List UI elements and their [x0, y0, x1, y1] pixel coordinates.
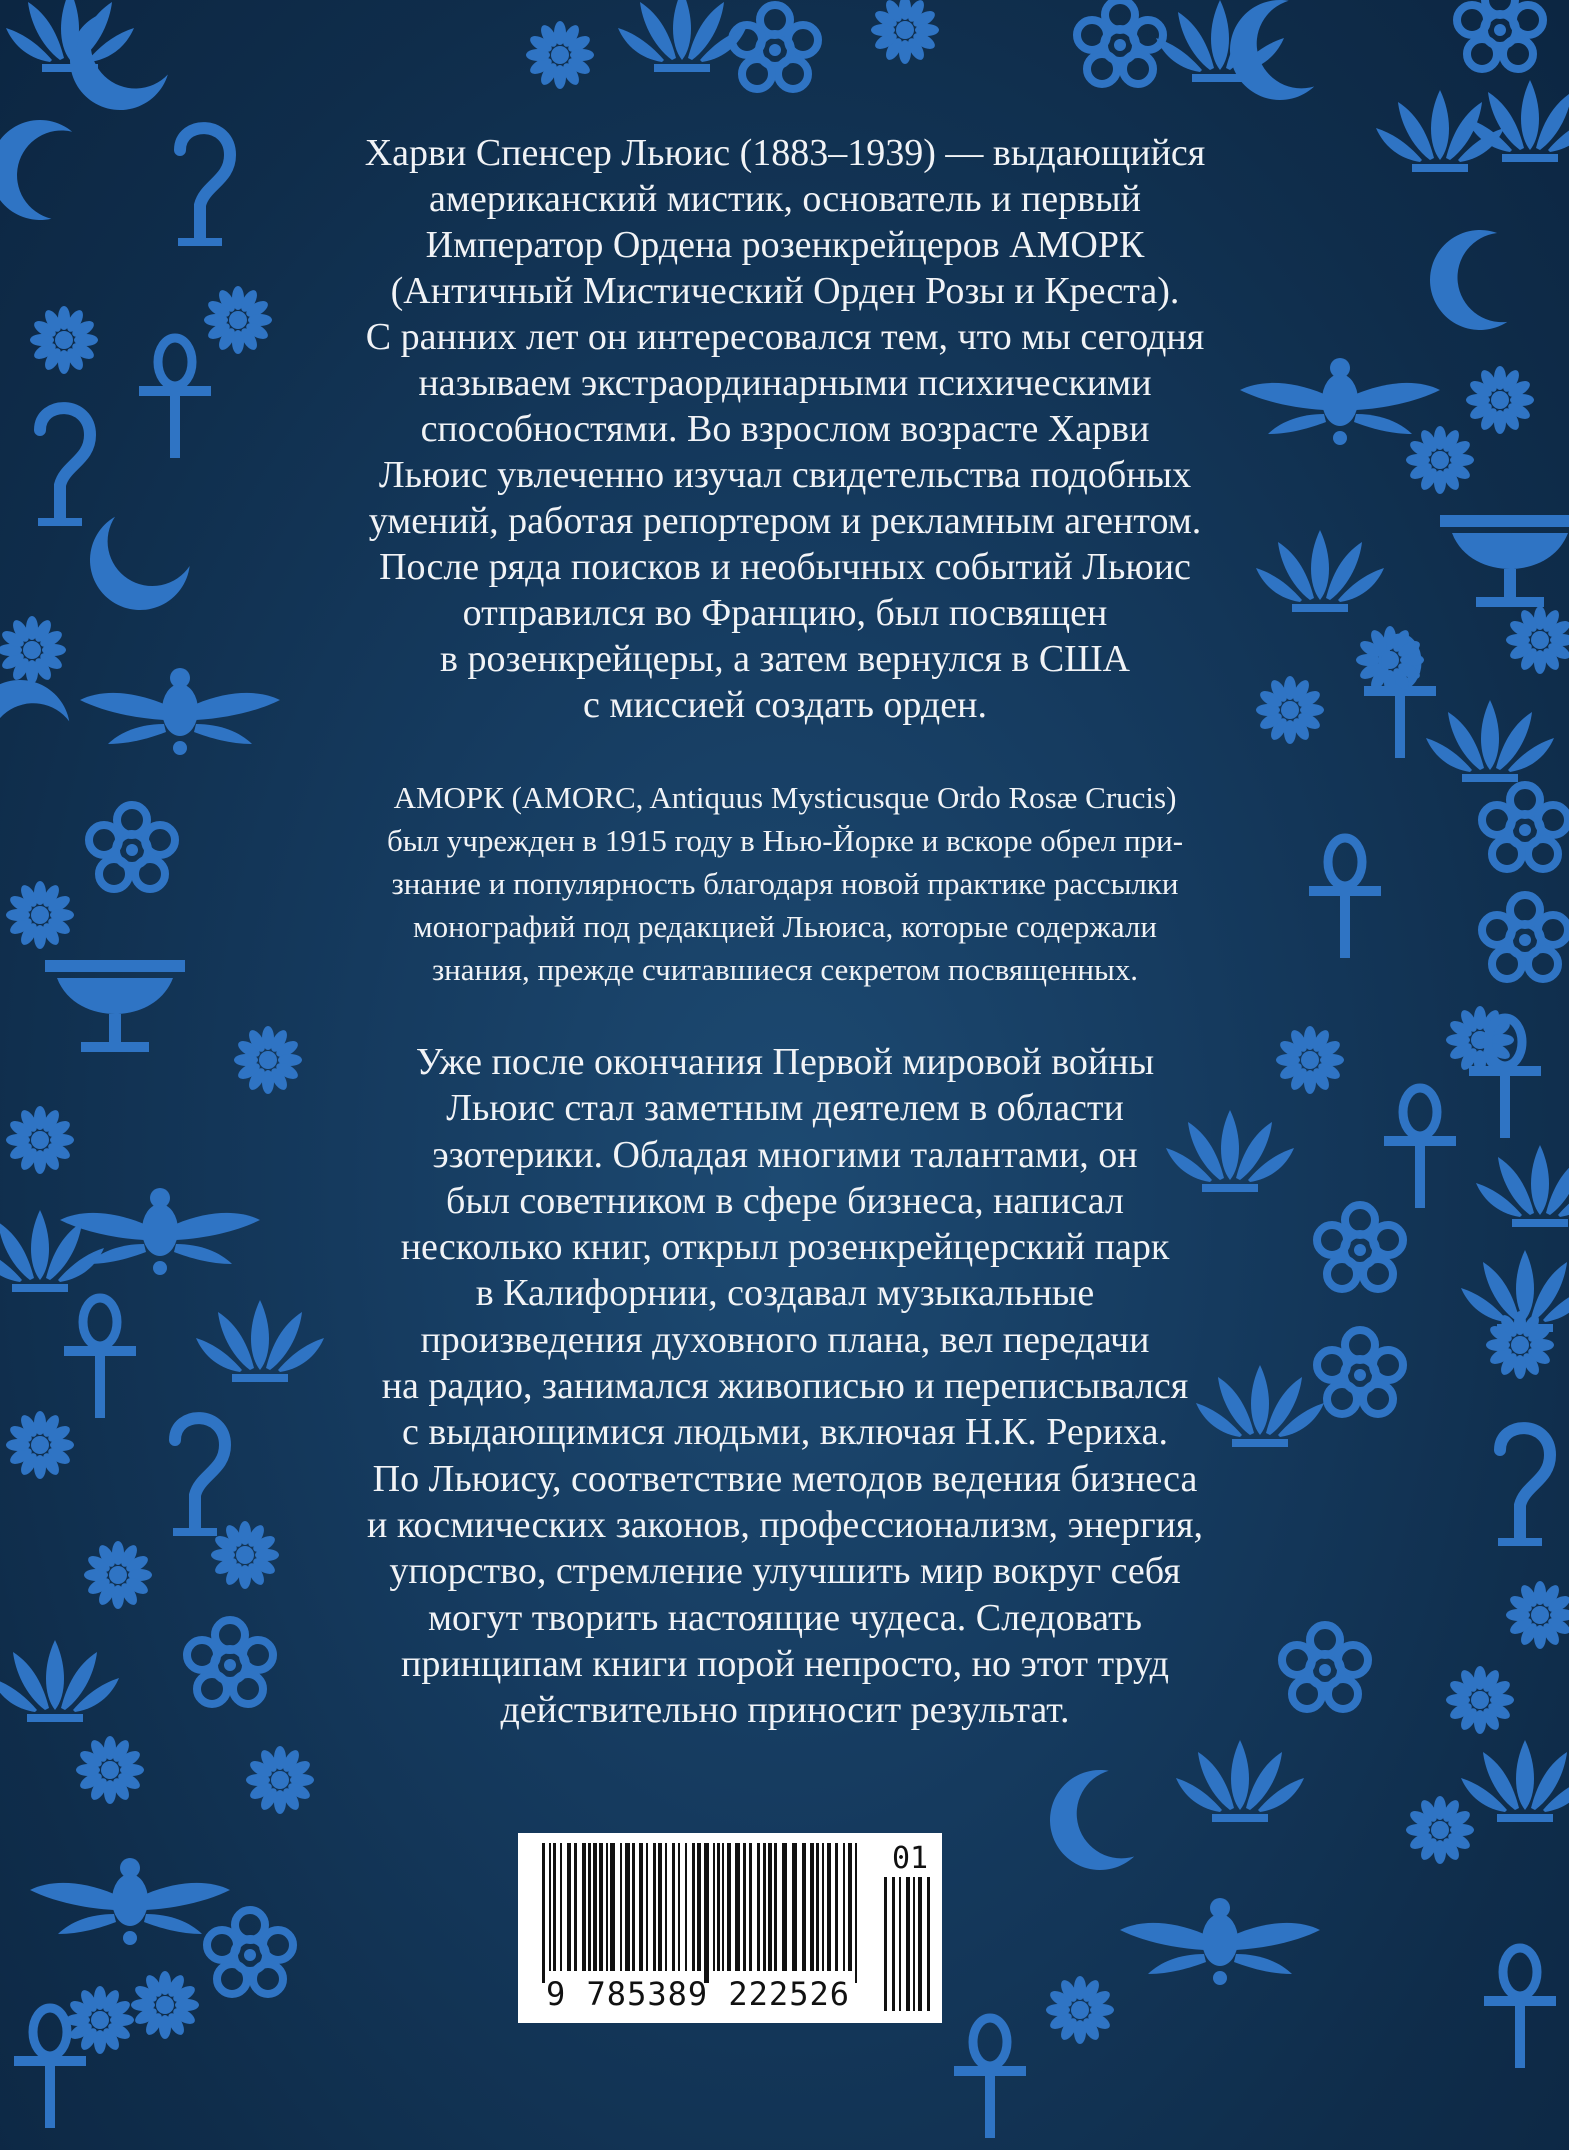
barcode-bar: [582, 1843, 586, 1971]
barcode-bar: [625, 1843, 630, 1971]
text-line: После ряда поисков и необычных событий Льюис: [379, 546, 1191, 588]
text-line: Харви Спенсер Льюис (1883–1939) — выдающийся: [364, 132, 1206, 174]
text-line: в Калифорнии, создавал музыкальные: [475, 1272, 1095, 1315]
career-paragraph: [260, 1039, 1310, 1733]
text-line: знания, прежде считавшиеся секретом посвященных.: [431, 952, 1139, 987]
barcode-bar: [763, 1843, 766, 1971]
barcode-bar: [810, 1843, 814, 1971]
barcode-bar: [735, 1843, 740, 1971]
barcode-bar: [843, 1843, 845, 1971]
text-line: Уже после окончания Первой мировой войны: [415, 1041, 1155, 1083]
text-line: (Античный Мистический Орден Розы и Креста).: [390, 270, 1180, 312]
barcode-bar: [574, 1843, 577, 1971]
barcode-bar: [822, 1843, 824, 1971]
text-line: Император Ордена розенкрейцеров АМОРК: [425, 224, 1145, 266]
barcode-bar: [542, 1843, 545, 1983]
addon-number: 01: [891, 1841, 929, 1876]
text-line: монографий под редакцией Льюиса, которые содержали: [413, 909, 1157, 944]
barcode-addon-bar: [884, 1877, 887, 2011]
text-line: принципам книги порой непросто, но этот труд: [401, 1642, 1169, 1685]
barcode-bar: [553, 1843, 556, 1971]
text-line: и космических законов, профессионализм, энергия,: [367, 1503, 1203, 1546]
text-line: Льюис стал заметным деятелем в области: [446, 1087, 1124, 1130]
barcode-bar: [653, 1843, 656, 1971]
barcode-bar: [658, 1843, 662, 1971]
text-line: был советником в сфере бизнеса, написал: [446, 1179, 1124, 1222]
amorc-paragraph: [260, 776, 1310, 991]
barcode-bar: [855, 1843, 857, 1983]
barcode-addon-bar: [913, 1877, 915, 2011]
text-line: несколько книг, открыл розенкрейцерский парк: [400, 1226, 1170, 1269]
barcode-addon-bar: [899, 1877, 901, 2011]
text-line: с выдающимися людьми, включая Н.К. Рериха.: [402, 1411, 1168, 1454]
barcode-bar: [768, 1843, 772, 1971]
text-line: называем экстраординарными психическими: [418, 362, 1152, 404]
barcode-bar: [632, 1843, 635, 1971]
text-line: способностями. Во взрослом возрасте Харви: [420, 408, 1150, 450]
barcode-bar: [792, 1843, 797, 1971]
barcode-bar: [593, 1843, 597, 1971]
barcode-bar: [835, 1843, 838, 1971]
barcode-bar: [697, 1843, 701, 1971]
text-line: АМОРК (AMORC, Antiquus Mysticusque Ordo Rosæ Crucis): [393, 780, 1177, 815]
barcode-bar: [727, 1843, 731, 1971]
text-line: умений, работая репортером и рекламным агентом.: [368, 500, 1202, 542]
barcode-bar: [599, 1843, 603, 1971]
barcode-bar: [782, 1843, 787, 1971]
barcode-bar: [672, 1843, 675, 1971]
barcode-bar: [610, 1843, 615, 1971]
barcode-bar: [722, 1843, 724, 1971]
barcode-bar: [606, 1843, 608, 1971]
barcode-bar: [749, 1843, 752, 1971]
barcode-addon-bar: [906, 1877, 910, 2011]
barcode-bar: [639, 1843, 643, 1971]
barcode-bar: [816, 1843, 819, 1971]
text-line: был учрежден в 1915 году в Нью-Йорке и вскоре обрел при-: [386, 823, 1184, 858]
barcode-bar: [827, 1843, 831, 1971]
text-line: По Льюису, соответствие методов ведения бизнеса: [372, 1457, 1198, 1500]
text-line: американский мистик, основатель и первый: [429, 178, 1141, 220]
barcode-bar: [567, 1843, 571, 1971]
barcode-bar: [704, 1843, 709, 1983]
text-line: С ранних лет он интересовался тем, что мы сегодня: [365, 316, 1205, 358]
text-line: знание и популярность благодаря новой практике рассылки: [391, 866, 1179, 901]
barcode-bar: [685, 1843, 687, 1971]
isbn-number: 9 785389 222526: [546, 1975, 850, 2013]
barcode-bar: [560, 1843, 562, 1971]
text-line: в розенкрейцеры, а затем вернулся в США: [440, 638, 1130, 680]
barcode-bar: [774, 1843, 777, 1971]
text-line: отправился во Францию, был посвящен: [462, 592, 1108, 634]
isbn-barcode: [518, 1833, 942, 2023]
barcode-addon-bar: [918, 1877, 922, 2011]
barcode-bar: [743, 1843, 746, 1971]
text-line: с миссией создать орден.: [583, 684, 987, 726]
text-line: могут творить настоящие чудеса. Следовать: [427, 1596, 1143, 1639]
barcode-bar: [678, 1843, 680, 1971]
barcode-bar: [620, 1843, 622, 1971]
text-line: упорство, стремление улучшить мир вокруг себя: [389, 1550, 1181, 1593]
barcode-bar: [588, 1843, 591, 1971]
barcode-bar: [692, 1843, 695, 1971]
text-line: Льюис увлеченно изучал свидетельства подобных: [378, 454, 1192, 496]
text-line: произведения духовного плана, вел передачи: [420, 1318, 1150, 1361]
barcode-addon-bar: [927, 1877, 930, 2011]
barcode-bar: [757, 1843, 760, 1971]
barcode-bar: [549, 1843, 551, 1971]
barcode-addon-bar: [892, 1877, 895, 2011]
barcode-bar: [848, 1843, 852, 1971]
text-line: на радио, занимался живописью и переписывался: [381, 1365, 1189, 1408]
barcode-bar: [665, 1843, 667, 1971]
text-line: действительно приносит результат.: [500, 1689, 1070, 1732]
barcode-bar: [646, 1843, 648, 1971]
text-line: эзотерики. Обладая многими талантами, он: [432, 1133, 1138, 1176]
barcode-bar: [802, 1843, 806, 1971]
barcode-bar: [713, 1843, 715, 1971]
author-bio-paragraph: [260, 130, 1310, 728]
barcode-bar: [717, 1843, 720, 1971]
